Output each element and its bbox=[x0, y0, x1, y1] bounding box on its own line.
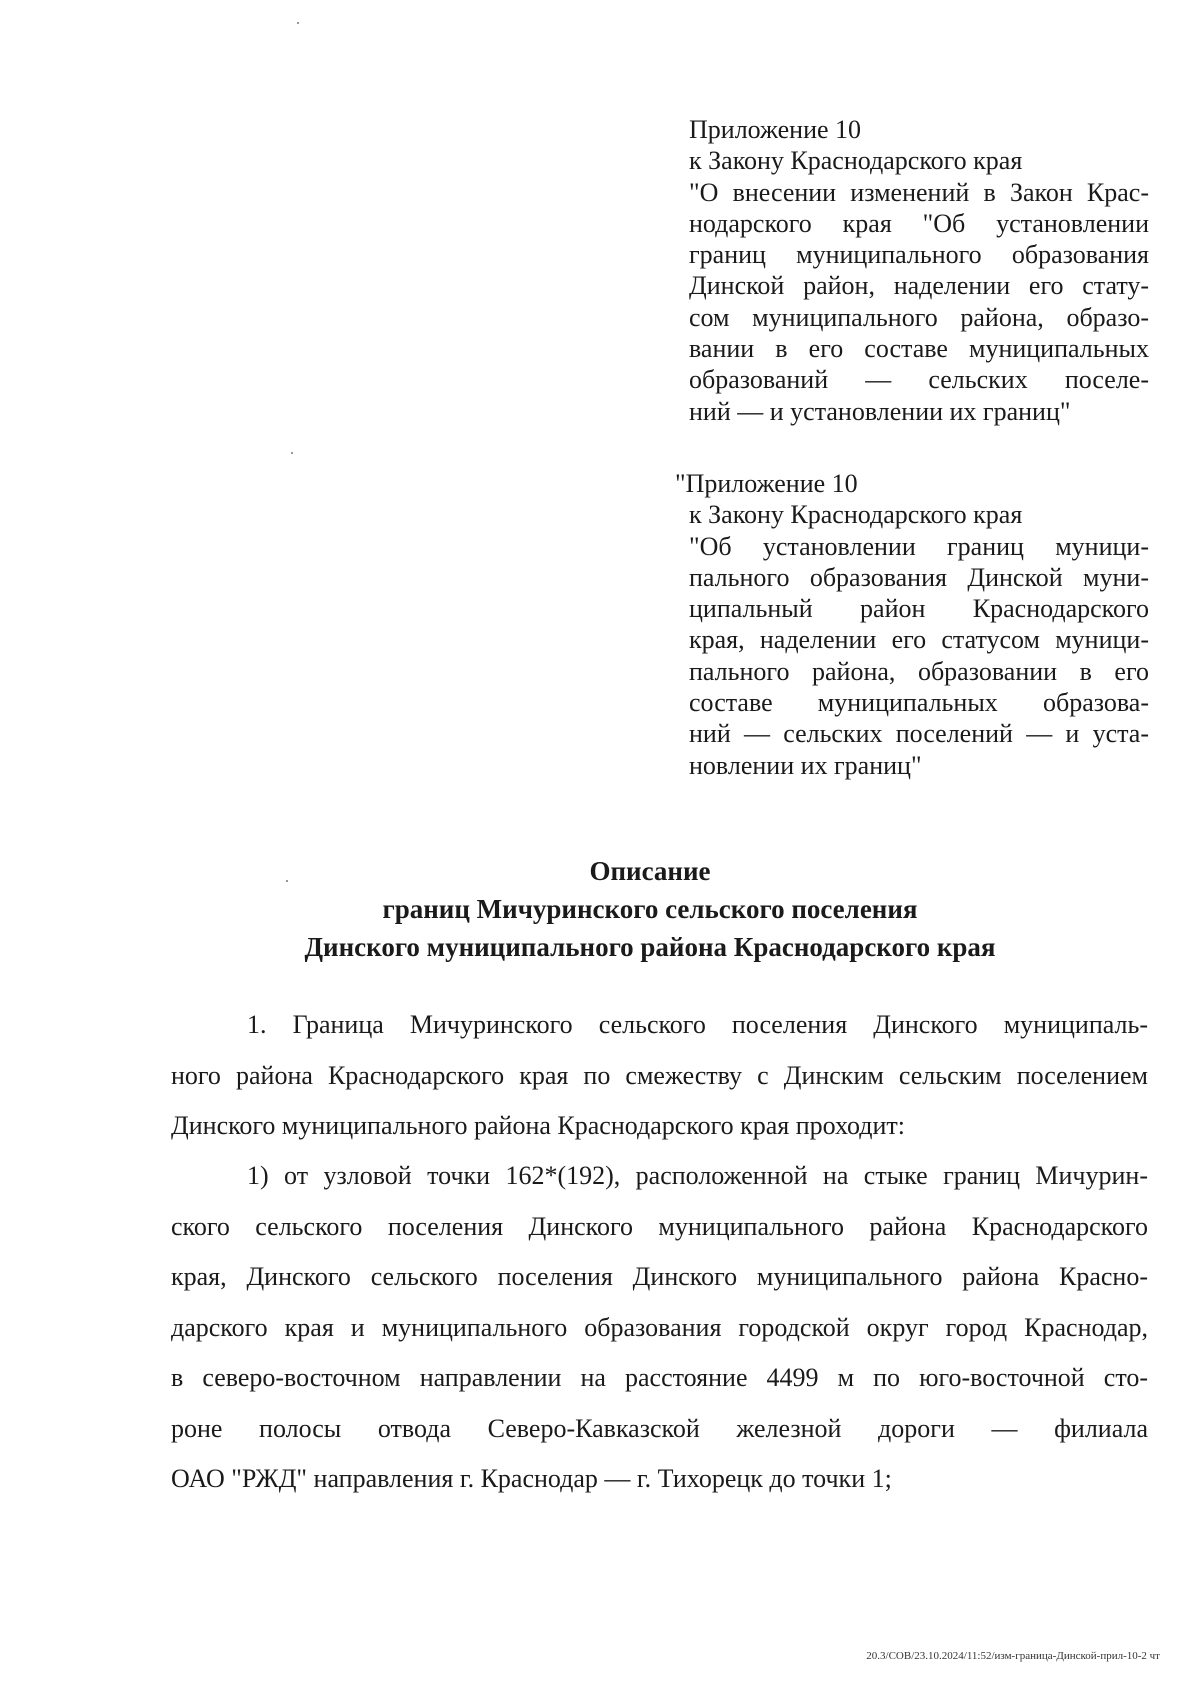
annex-line: ципальный район Краснодарского bbox=[689, 594, 1149, 624]
title-line: Описание bbox=[589, 856, 711, 886]
annex-line: вании в его составе муниципальных bbox=[689, 334, 1149, 364]
annex-line: сом муниципального района, образо- bbox=[689, 302, 1149, 332]
annex-line: к Закону Краснодарского края bbox=[689, 146, 1023, 176]
annex-line: нодарского края "Об установлении bbox=[689, 208, 1149, 238]
annex-line: к Закону Краснодарского края bbox=[689, 500, 1023, 530]
paragraph-line: Динского муниципального района Краснодарского края проходит: bbox=[171, 1111, 906, 1140]
annex-line: Динской район, наделении его стату- bbox=[689, 271, 1149, 301]
annex-line: пального образования Динской муни- bbox=[689, 562, 1149, 592]
paragraph-line: ОАО "РЖД" направления г. Краснодар — г. Тихорецк до точки 1; bbox=[171, 1464, 892, 1493]
annex-line: "О внесении изменений в Закон Крас- bbox=[689, 177, 1149, 207]
title-line: Динского муниципального района Краснодарского края bbox=[304, 932, 996, 962]
annex-reference-current bbox=[689, 114, 1149, 427]
annex-line: составе муниципальных образова- bbox=[689, 688, 1149, 718]
document-footer-stamp: 20.3/СОВ/23.10.2024/11:52/изм-граница-Динской-прил-10-2 чт bbox=[866, 1650, 1160, 1662]
paragraph-1 bbox=[171, 1000, 1148, 1152]
annex-line: новлении их границ" bbox=[689, 750, 922, 780]
annex-line: ний — и установлении их границ" bbox=[689, 396, 1071, 426]
annex-line: "Об установлении границ муници- bbox=[689, 531, 1149, 561]
paragraph-line: в северо-восточном направлении на расстояние 4499 м по юго-восточной сто- bbox=[171, 1363, 1148, 1392]
scan-speck bbox=[297, 22, 299, 24]
annex-line: Приложение 10 bbox=[689, 115, 862, 144]
annex-line: "Приложение 10 bbox=[675, 469, 858, 498]
annex-line: пального района, образовании в его bbox=[689, 656, 1149, 686]
annex-line: границ муниципального образования bbox=[689, 240, 1149, 270]
paragraph-2 bbox=[171, 1151, 1148, 1505]
paragraph-line: 1) от узловой точки 162*(192), расположенной на стыке границ Мичурин- bbox=[247, 1161, 1148, 1190]
annex-reference-original bbox=[675, 468, 1149, 781]
annex-line: образований — сельских поселе- bbox=[689, 365, 1149, 395]
document-title bbox=[150, 852, 1150, 966]
paragraph-line: дарского края и муниципального образования городской округ город Краснодар, bbox=[171, 1312, 1148, 1342]
scan-speck bbox=[291, 452, 293, 454]
title-line: границ Мичуринского сельского поселения bbox=[382, 894, 918, 924]
paragraph-line: ского сельского поселения Динского муниципального района Краснодарского bbox=[171, 1211, 1148, 1241]
paragraph-line: ного района Краснодарского края по смежеству с Динским сельским поселением bbox=[171, 1060, 1148, 1090]
annex-line: ний — сельских поселений — и уста- bbox=[689, 719, 1149, 749]
paragraph-line: края, Динского сельского поселения Динского муниципального района Красно- bbox=[171, 1262, 1148, 1291]
annex-line: края, наделении его статусом муници- bbox=[689, 625, 1149, 655]
paragraph-line: роне полосы отвода Северо-Кавказской железной дороги — филиала bbox=[171, 1413, 1148, 1443]
paragraph-line: 1. Граница Мичуринского сельского поселения Динского муниципаль- bbox=[247, 1010, 1148, 1039]
